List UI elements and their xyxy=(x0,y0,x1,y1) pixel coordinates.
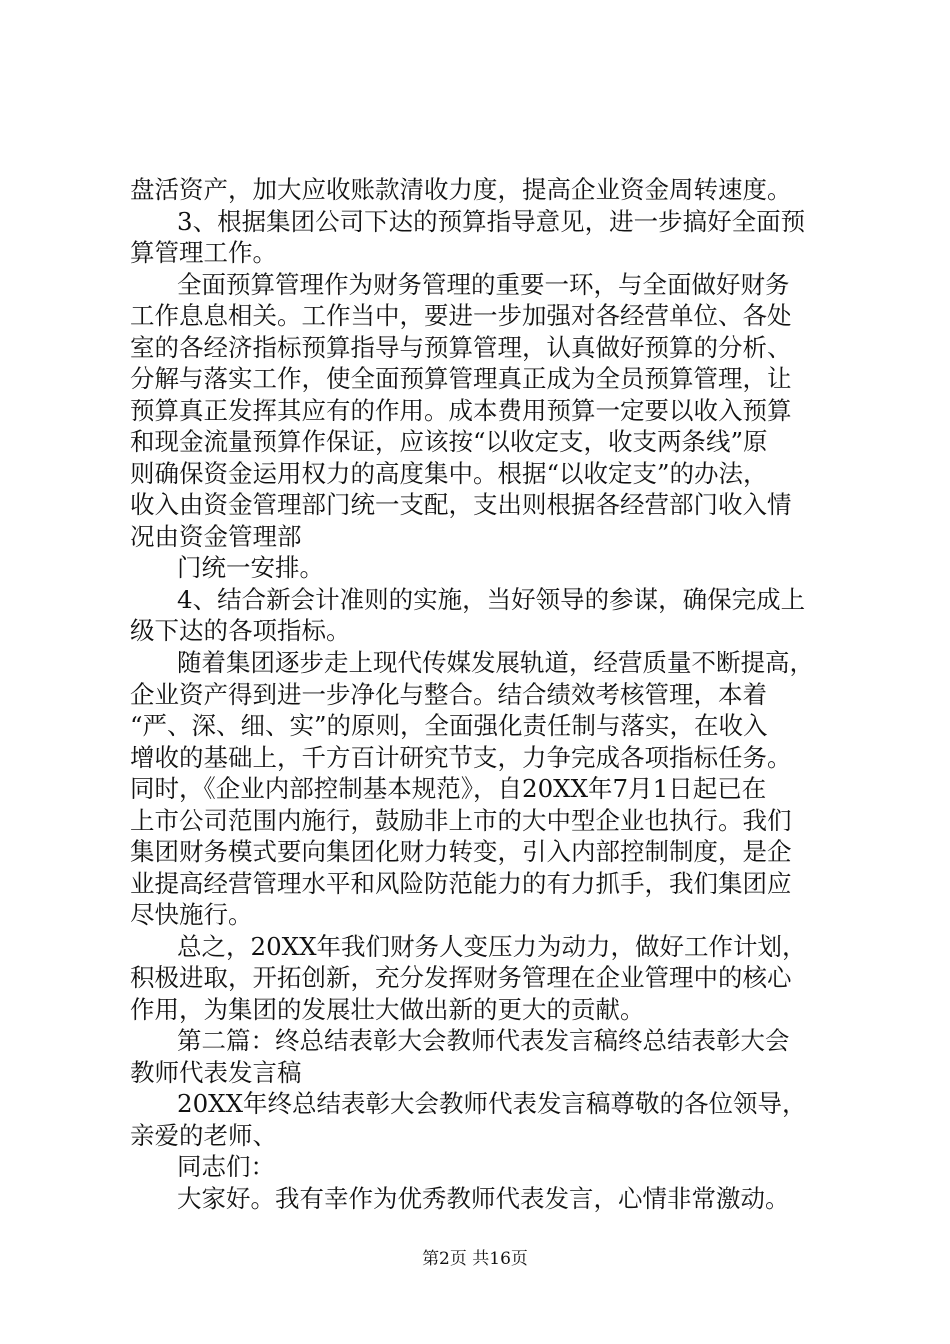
text-line: 3、根据集团公司下达的预算指导意见，进一步搞好全面预 xyxy=(177,207,806,236)
text-line: 分解与落实工作，使全面预算管理真正成为全员预算管理，让 xyxy=(130,364,792,393)
text-line: 企业资产得到进一步净化与整合。结合绩效考核管理，本着 xyxy=(130,680,767,709)
text-line: 门统一安排。 xyxy=(177,553,324,582)
text-line: 和现金流量预算作保证，应该按“以收定支，收支两条线”原 xyxy=(130,427,768,456)
text-line: 增收的基础上，千方百计研究节支，力争完成各项指标任务。 xyxy=(130,743,792,772)
text-line: 总之，20XX年我们财务人变压力为动力，做好工作计划， xyxy=(177,932,807,961)
text-line: 积极进取，开拓创新，充分发挥财务管理在企业管理中的核心 xyxy=(130,963,792,992)
text-line: 况由资金管理部 xyxy=(130,522,302,551)
text-line: 全面预算管理作为财务管理的重要一环，与全面做好财务 xyxy=(177,270,790,299)
text-line: 大家好。我有幸作为优秀教师代表发言，心情非常激动。 xyxy=(177,1184,790,1213)
text-line: 尽快施行。 xyxy=(130,900,253,929)
text-line: 上市公司范围内施行，鼓励非上市的大中型企业也执行。我们 xyxy=(130,806,792,835)
section-heading: 第二篇：终总结表彰大会教师代表发言稿终总结表彰大会 xyxy=(177,1026,790,1055)
text-line: 工作息息相关。工作当中，要进一步加强对各经营单位、各处 xyxy=(130,301,792,330)
text-line: 同志们： xyxy=(177,1152,275,1181)
text-line: “严、深、细、实”的原则，全面强化责任制与落实，在收入 xyxy=(130,711,768,740)
text-line: 算管理工作。 xyxy=(130,238,277,267)
text-line: 预算真正发挥其应有的作用。成本费用预算一定要以收入预算 xyxy=(130,396,792,425)
text-line: 级下达的各项指标。 xyxy=(130,616,351,645)
section-heading: 教师代表发言稿 xyxy=(130,1058,302,1087)
text-line: 随着集团逐步走上现代传媒发展轨道，经营质量不断提高， xyxy=(177,648,814,677)
text-line: 4、结合新会计准则的实施，当好领导的参谋，确保完成上 xyxy=(177,585,806,614)
text-line: 亲爱的老师、 xyxy=(130,1121,277,1150)
text-line: 则确保资金运用权力的高度集中。根据“以收定支”的办法， xyxy=(130,459,768,488)
text-line: 室的各经济指标预算指导与预算管理，认真做好预算的分析、 xyxy=(130,333,792,362)
text-line: 盘活资产，加大应收账款清收力度，提高企业资金周转速度。 xyxy=(130,175,792,204)
text-line: 业提高经营管理水平和风险防范能力的有力抓手，我们集团应 xyxy=(130,869,792,898)
text-line: 作用，为集团的发展壮大做出新的更大的贡献。 xyxy=(130,995,645,1024)
page-number-footer: 第2页 共16页 xyxy=(422,1249,528,1269)
text-line: 同时，《企业内部控制基本规范》，自20XX年7月1日起已在 xyxy=(130,774,767,803)
text-line: 集团财务模式要向集团化财力转变，引入内部控制制度，是企 xyxy=(130,837,792,866)
text-line: 收入由资金管理部门统一支配，支出则根据各经营部门收入情 xyxy=(130,490,792,519)
text-line: 20XX年终总结表彰大会教师代表发言稿尊敬的各位领导， xyxy=(177,1089,807,1118)
